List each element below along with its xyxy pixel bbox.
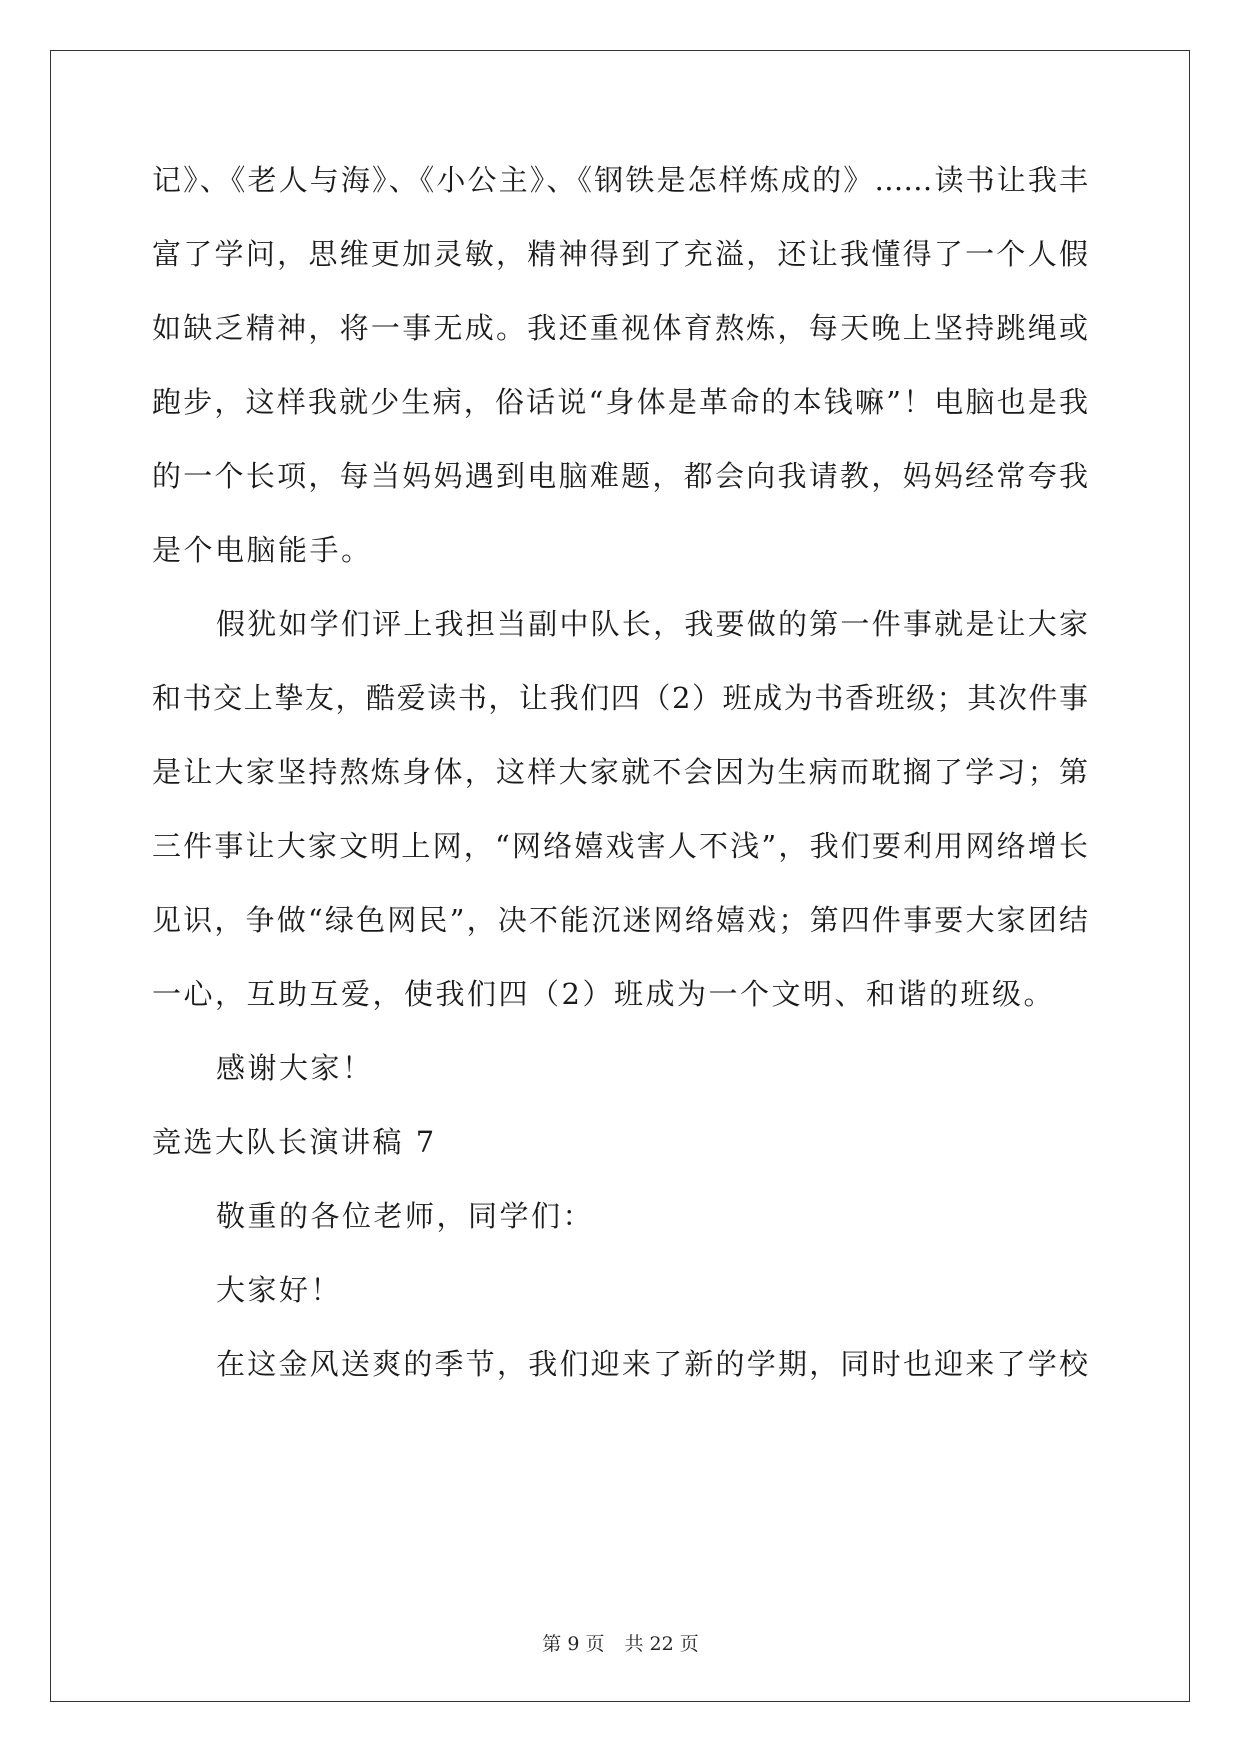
text-line-5: 的一个长项，每当妈妈遇到电脑难题，都会向我请教，妈妈经常夸我 (152, 459, 1088, 493)
text-line-17: 在这金风送爽的季节，我们迎来了新的学期，同时也迎来了学校 (216, 1347, 1088, 1381)
text-line-6: 是个电脑能手。 (152, 533, 373, 567)
text-line-2: 富了学问，思维更加灵敏，精神得到了充溢，还让我懂得了一个人假 (152, 237, 1088, 271)
text-line-11: 见识，争做“绿色网民”，决不能沉迷网络嬉戏；第四件事要大家团结 (152, 903, 1088, 937)
section-heading: 竞选大队长演讲稿 7 (152, 1125, 437, 1159)
salutation: 敬重的各位老师，同学们： (216, 1199, 595, 1233)
text-line-9: 是让大家坚持熬炼身体，这样大家就不会因为生病而耽搁了学习；第 (152, 755, 1088, 789)
text-line-10: 三件事让大家文明上网，“网络嬉戏害人不浅”，我们要利用网络增长 (152, 829, 1088, 863)
greeting: 大家好！ (216, 1273, 343, 1307)
page-total: 共 22 页 (624, 1633, 699, 1655)
text-line-1: 记》、《老人与海》、《小公主》、《钢铁是怎样炼成的》……读书让我丰 (152, 163, 1088, 197)
text-line-7: 假犹如学们评上我担当副中队长，我要做的第一件事就是让大家 (216, 607, 1088, 641)
page-border (50, 50, 1190, 1702)
text-line-8: 和书交上挚友，酷爱读书，让我们四（2）班成为书香班级；其次件事 (152, 681, 1088, 715)
text-line-12: 一心，互助互爱，使我们四（2）班成为一个文明、和谐的班级。 (152, 977, 1055, 1011)
text-line-4: 跑步，这样我就少生病，俗话说“身体是革命的本钱嘛”！电脑也是我 (152, 385, 1088, 419)
text-line-13: 感谢大家！ (216, 1051, 374, 1085)
page-footer (0, 1632, 1241, 1656)
text-line-3: 如缺乏精神，将一事无成。我还重视体育熬炼，每天晚上坚持跳绳或 (152, 311, 1088, 345)
page-number: 第 9 页 (542, 1633, 605, 1655)
